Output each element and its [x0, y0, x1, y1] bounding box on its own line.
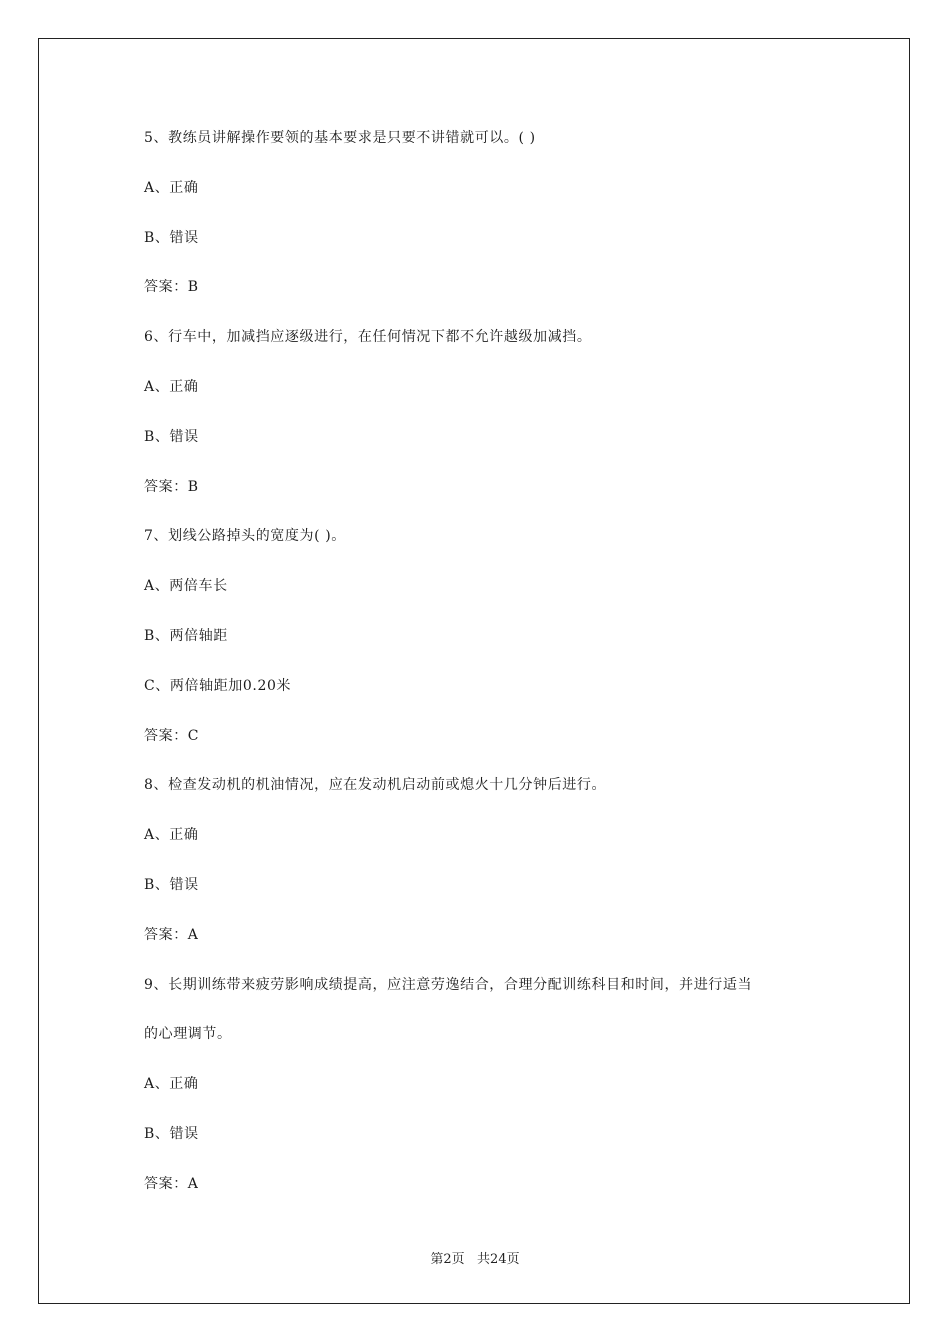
document-body	[144, 126, 844, 1222]
question-9-answer: 答案：A	[144, 1175, 199, 1192]
question-9-text-continued: 的心理调节。	[144, 1026, 232, 1043]
question-8-option-a: A、正确	[144, 827, 199, 844]
question-8-option-b: B、错误	[144, 876, 199, 893]
question-9-option-a: A、正确	[144, 1076, 199, 1093]
question-5-answer: 答案：B	[144, 279, 199, 296]
question-7-answer: 答案：C	[144, 727, 200, 744]
question-6-option-a: A、正确	[144, 378, 199, 395]
question-7-option-c: C、两倍轴距加0.20米	[144, 677, 292, 694]
question-9-option-b: B、错误	[144, 1125, 199, 1142]
question-5-option-a: A、正确	[144, 179, 199, 196]
question-8-text: 8、检查发动机的机油情况，应在发动机启动前或熄火十几分钟后进行。	[144, 777, 607, 794]
question-5-text: 5、教练员讲解操作要领的基本要求是只要不讲错就可以。( )	[144, 130, 536, 146]
question-5-option-b: B、错误	[144, 229, 199, 246]
question-8-answer: 答案：A	[144, 926, 199, 943]
question-7-option-b: B、两倍轴距	[144, 627, 228, 644]
question-7-text: 7、划线公路掉头的宽度为( )。	[144, 528, 346, 545]
question-6-answer: 答案：B	[144, 478, 199, 495]
question-7-option-a: A、两倍车长	[144, 578, 228, 595]
question-6-option-b: B、错误	[144, 428, 199, 445]
question-6-text: 6、行车中，加减挡应逐级进行，在任何情况下都不允许越级加减挡。	[144, 329, 592, 346]
question-9-text: 9、长期训练带来疲劳影响成绩提高，应注意劳逸结合，合理分配训练科目和时间，并进行适当	[144, 976, 753, 993]
page-number-footer: 第2页 共24页	[430, 1252, 520, 1267]
